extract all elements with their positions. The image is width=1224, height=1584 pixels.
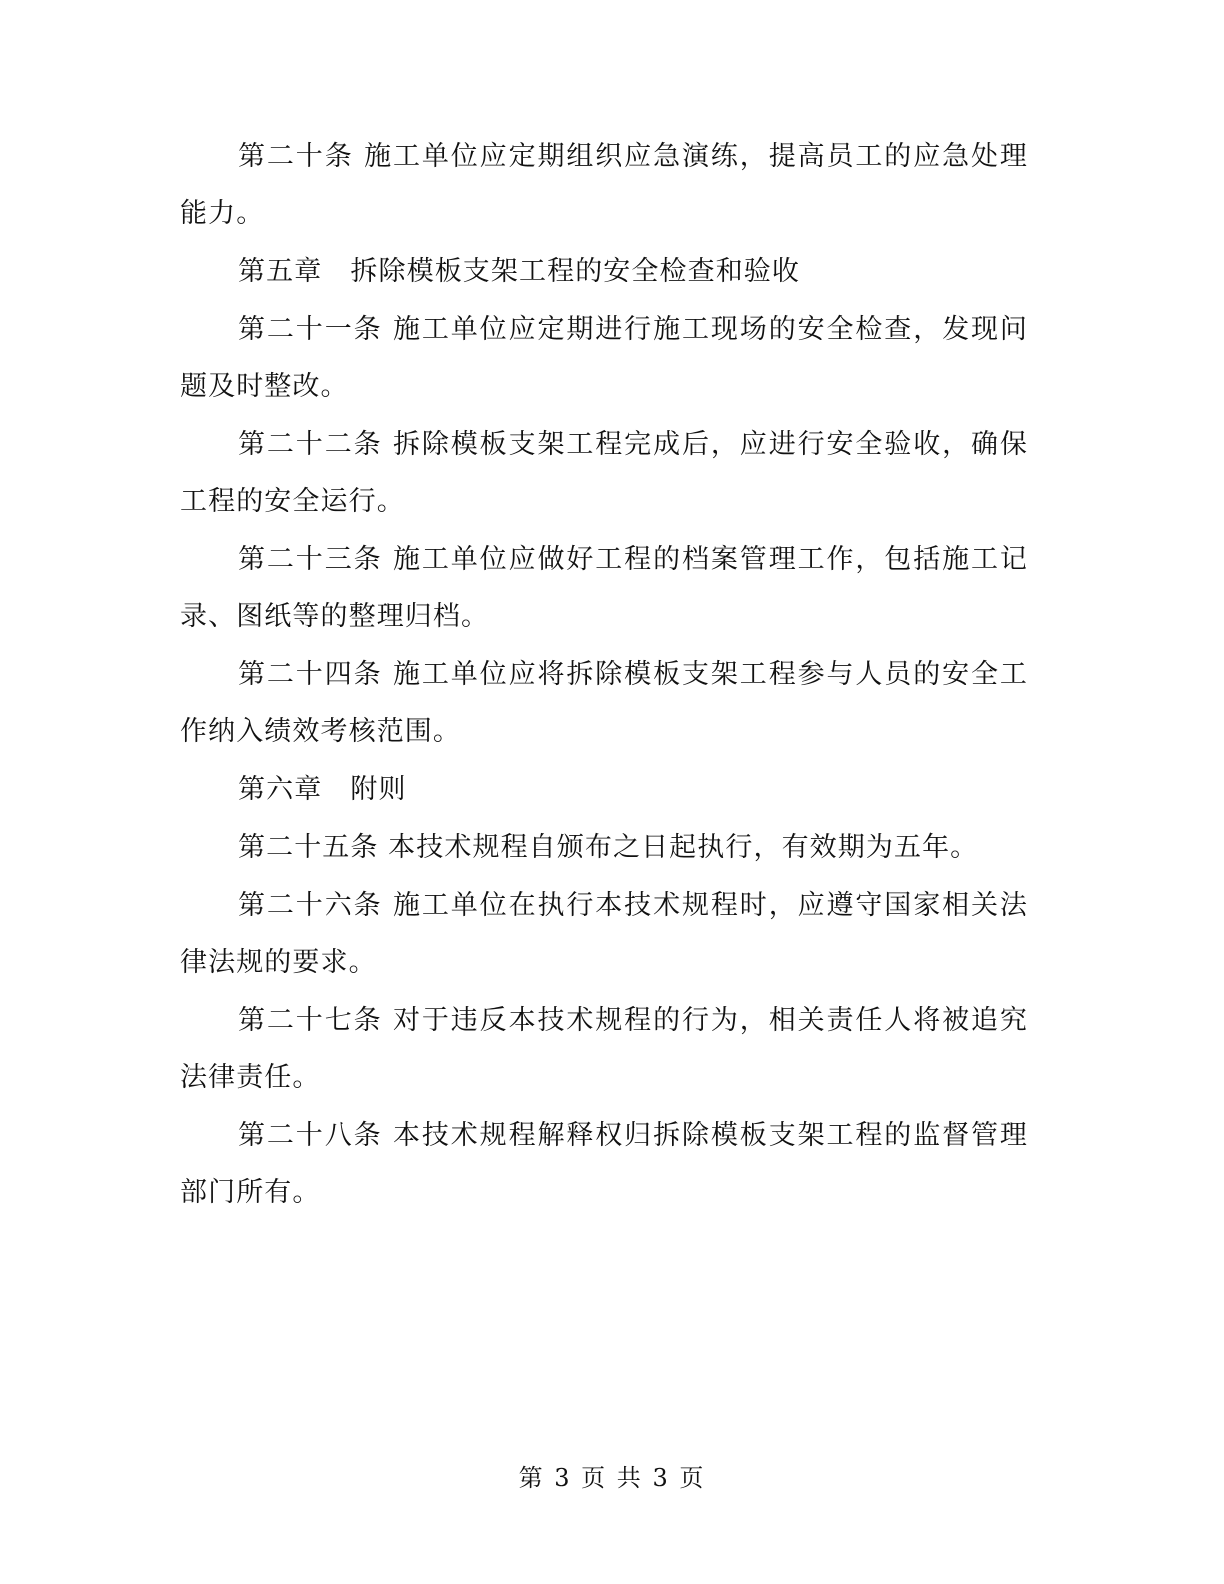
page-number-footer: 第 3 页 共 3 页 <box>518 1464 706 1492</box>
article-24: 第二十四条 施工单位应将拆除模板支架工程参与人员的安全工作纳入绩效考核范围。 <box>180 659 1028 747</box>
chapter-5-heading: 第五章 拆除模板支架工程的安全检查和验收 <box>238 256 800 287</box>
article-20: 第二十条 施工单位应定期组织应急演练，提高员工的应急处理能力。 <box>180 141 1028 229</box>
chapter-6-heading: 第六章 附则 <box>238 774 407 805</box>
article-25: 第二十五条 本技术规程自颁布之日起执行，有效期为五年。 <box>238 832 979 863</box>
article-21: 第二十一条 施工单位应定期进行施工现场的安全检查，发现问题及时整改。 <box>180 314 1028 402</box>
article-27: 第二十七条 对于违反本技术规程的行为，相关责任人将被追究法律责任。 <box>180 1005 1028 1093</box>
article-26: 第二十六条 施工单位在执行本技术规程时，应遵守国家相关法律法规的要求。 <box>180 890 1028 978</box>
article-22: 第二十二条 拆除模板支架工程完成后，应进行安全验收，确保工程的安全运行。 <box>180 429 1028 517</box>
document-body <box>180 128 1028 1222</box>
article-23: 第二十三条 施工单位应做好工程的档案管理工作，包括施工记录、图纸等的整理归档。 <box>180 544 1028 632</box>
article-28: 第二十八条 本技术规程解释权归拆除模板支架工程的监督管理部门所有。 <box>180 1120 1028 1208</box>
